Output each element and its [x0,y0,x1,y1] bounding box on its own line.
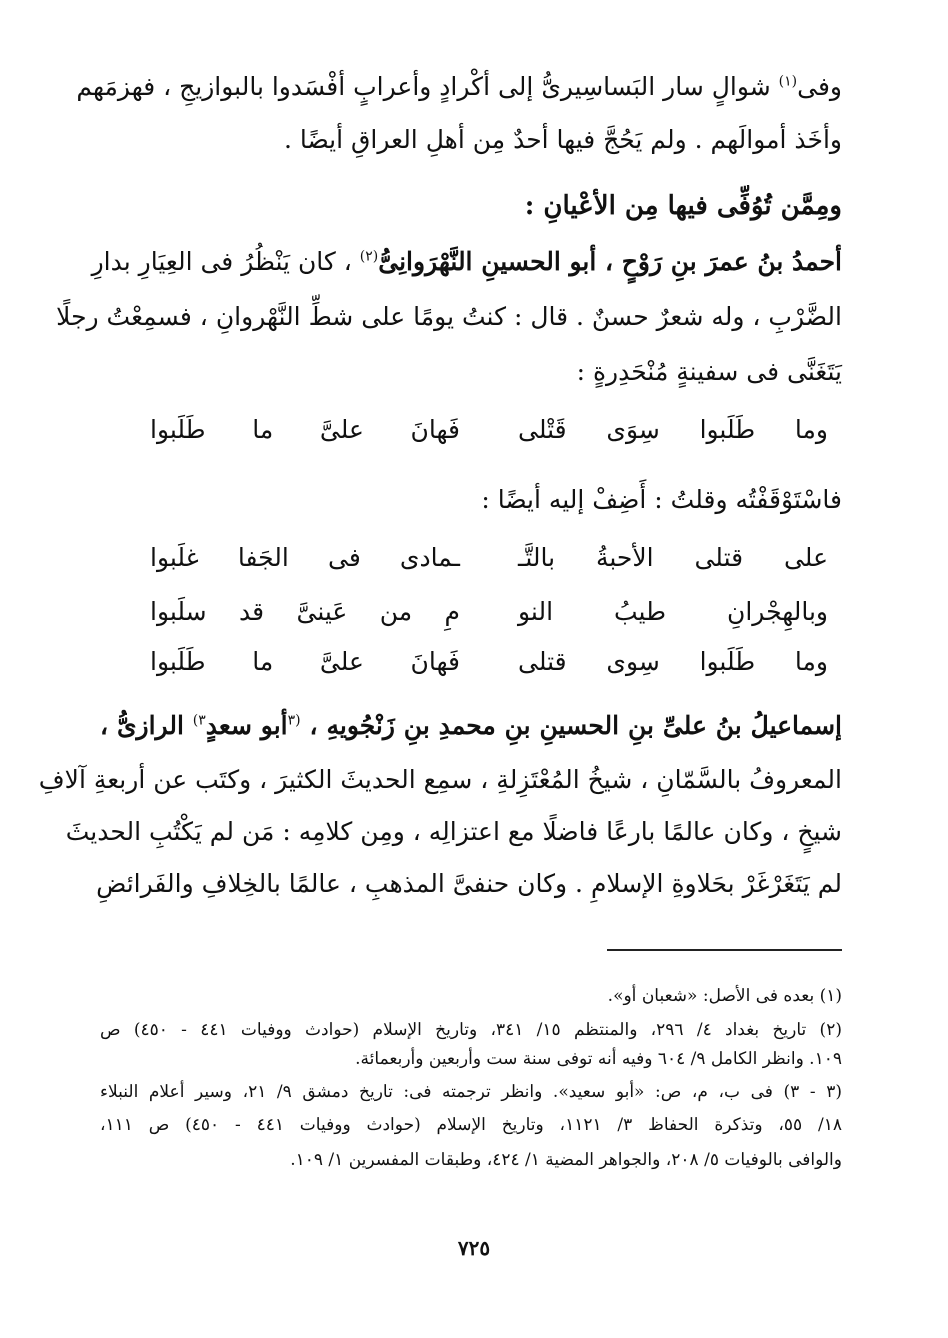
body-line: شيخٍ ، وكان عالمًا بارعًا فاضلًا مع اعتزالِه ، ومِن كلامِه : مَن لم يَكْتُبِ الحديثَ [65,817,842,846]
verse-first-hemistich: على قتلى الأحبةُ بالتَّـ [518,543,828,572]
body-line: الضَّرْبِ ، وله شعرٌ حسنٌ . قال : كنتُ يومًا على شطِّ النَّهْروانِ ، فسمِعْتُ رجلًا [56,302,842,331]
entry-line: أحمدُ بنُ عمرَ بنِ رَوْحٍ ، أبو الحسينِ النَّهْرَوانِىُّ$^{(٢)}$ ، كان يَنْظُرُ فى العِيَارِ بدارِ [91,247,842,276]
entry-kunya: أبو سعدٍ [205,711,288,740]
verse-second-hemistich: فَهانَ علىَّ ما طَلَبوا [150,415,460,444]
footnote-line: ١٨/ ٥٥، وتذكرة الحفاظ ٣/ ١١٢١، وتاريخ الإسلام (حوادث ووفيات ٤٤١ - ٤٥٠) ص ١١١، [100,1115,842,1135]
verse-line [150,592,828,632]
footnote-line: والوافى بالوفيات ٥/ ٢٠٨، والجواهر المضية ١/ ٤٢٤، وطبقات المفسرين ١/ ١٠٩. [290,1150,842,1170]
section-heading: ومِمَّن تُوُفِّى فيها مِن الأعْيانِ : [524,191,842,221]
footnote-separator [607,949,842,951]
body-line: وأخَذ أموالَهم . ولم يَحُجَّ فيها أحدٌ مِن أهلِ العراقِ أيضًا . [283,125,842,154]
body-line: فاسْتَوْقَفْتُه وقلتُ : أَضِفْ إليه أيضًا : [481,485,842,514]
body-line: يَتَغَنَّى فى سفينةٍ مُنْحَدِرةٍ : [576,357,842,386]
body-line: وفى$^{(١)}$ شوالٍ سار البَساسِيرىُّ إلى أكْرادٍ وأعرابٍ أفْسَدوا بالبوازيجِ ، فهزمَهم [76,72,842,101]
footnote-marker: (٣ [287,712,301,729]
entry-name: إسماعيلُ بنُ علىِّ بنِ الحسينِ بنِ محمدِ بنِ زَنْجُويهِ ، [300,711,843,740]
entry-name: أحمدُ بنُ عمرَ بنِ رَوْحٍ ، أبو الحسينِ النَّهْرَوانِىُّ [378,247,842,276]
verse-second-hemistich: مِ من عَينىَّ قد سلَبوا [150,597,460,626]
footnote-marker: ٣) [192,712,206,729]
verse-first-hemistich: وبالهِجْرانِ طيبُ النو [518,597,828,626]
entry-line [100,706,842,746]
verse-line [150,642,828,682]
footnote-marker: (٢) [359,248,379,265]
body-line: لم يَتَغَرْغَرْ بحَلاوةِ الإسلامِ . وكان حنفىَّ المذهبِ ، عالمًا بالخِلافِ والفَرائضِ [96,869,842,898]
verse-first-hemistich: وما طَلَبوا سِوَى قَتْلى [518,415,828,444]
footnote-marker: (١) [778,73,798,90]
footnote-line: (٢) تاريخ بغداد ٤/ ٢٩٦، والمنتظم ١٥/ ٣٤١، وتاريخ الإسلام (حوادث ووفيات ٤٤١ - ٤٥٠) ص [100,1020,842,1040]
footnote-line: ١٠٩. وانظر الكامل ٩/ ٦٠٤ وفيه أنه توفى سنة ست وأربعين وأربعمائة. [355,1049,842,1069]
entry-nisba: الرازىُّ ، [100,711,193,740]
verse-second-hemistich: فَهانَ علىَّ ما طَلَبوا [150,647,460,676]
verse-line [150,538,828,578]
verse-first-hemistich: وما طَلَبوا سِوى قتلى [518,647,828,676]
verse-second-hemistich: ـمادى فى الجَفا غلَبوا [150,543,460,572]
verse-line [150,410,828,450]
page-number: ٧٢٥ [457,1236,491,1260]
footnote-line: (١) بعده فى الأصل: «شعبان أو». [607,986,842,1006]
footnote-line: (٣ - ٣) فى ب، م، ص: «أبو سعيد». وانظر ترجمته فى: تاريخ دمشق ٩/ ٢١، وسير أعلام النبلاء [100,1082,842,1102]
body-line: المعروفُ بالسَّمّانِ ، شيخُ المُعْتَزِلةِ ، سمِع الحديثَ الكثيرَ ، وكتَب عن أربعةِ آلافِ [38,765,842,794]
